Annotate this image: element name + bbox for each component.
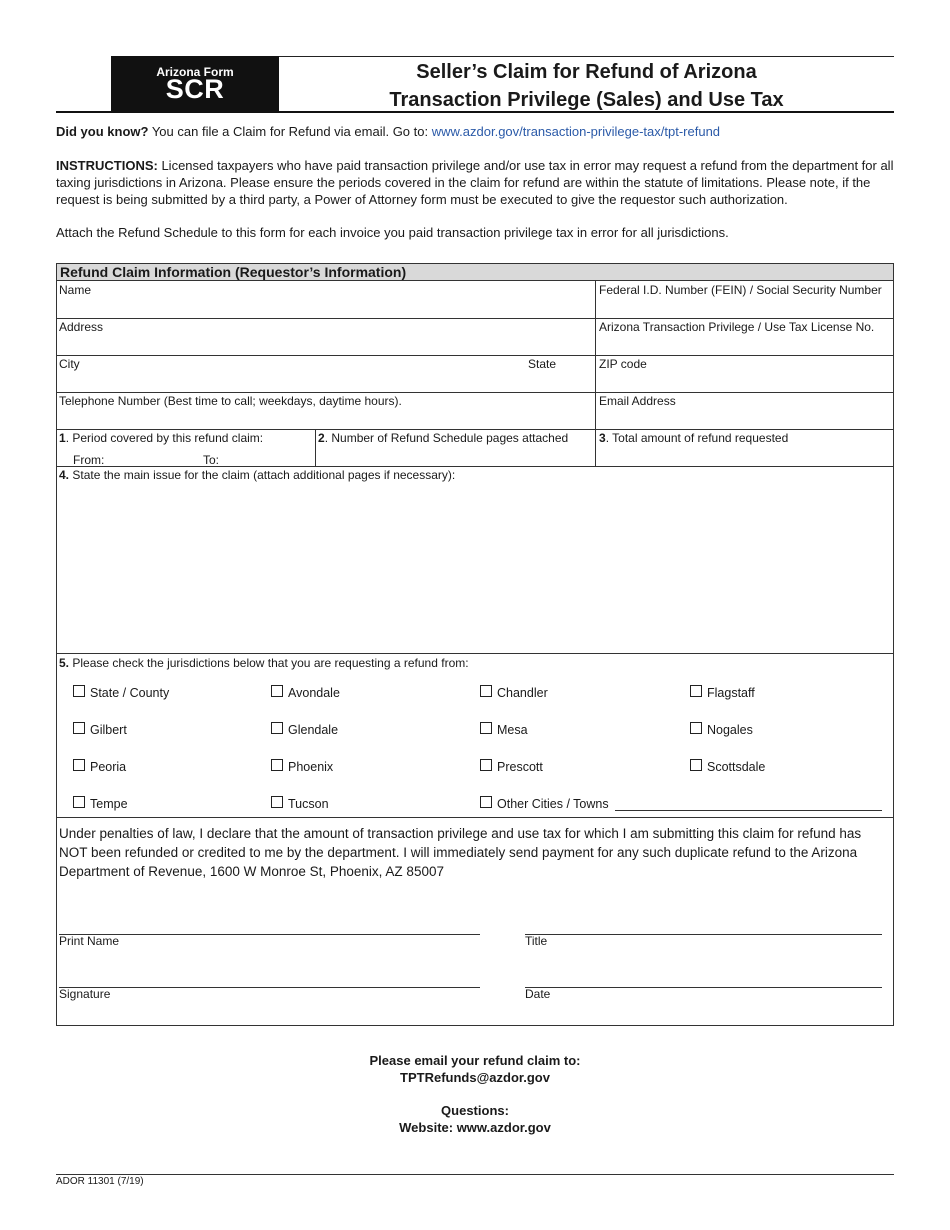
checkbox-square[interactable] (271, 796, 283, 808)
state-label: State (528, 357, 557, 371)
form-badge-code: SCR (165, 74, 225, 104)
q5-label (59, 656, 469, 670)
header-top-rule (279, 56, 894, 57)
q3-text: . Total amount of refund requested (605, 431, 789, 445)
row-divider (57, 355, 893, 356)
column-divider (315, 429, 316, 466)
q1-number: 1 (59, 431, 66, 445)
signature-label: Signature (59, 987, 111, 1001)
checkbox-square[interactable] (480, 722, 492, 734)
refund-claim-form (56, 263, 894, 1026)
refund-link[interactable]: www.azdor.gov/transaction-privilege-tax/tpt-refund (431, 124, 721, 139)
website[interactable]: Website: www.azdor.gov (399, 1120, 551, 1135)
checkbox-phoenix[interactable]: Phoenix (271, 760, 333, 774)
fein-label: Federal I.D. Number (FEIN) / Social Security Number (599, 283, 882, 297)
checkbox-square[interactable] (480, 759, 492, 771)
checkbox-prescott[interactable]: Prescott (480, 760, 543, 774)
checkbox-square[interactable] (690, 685, 702, 697)
footer-rule (56, 1174, 894, 1175)
title-line[interactable] (525, 934, 882, 935)
checkbox-glendale[interactable]: Glendale (271, 723, 338, 737)
to-label: To: (203, 453, 220, 467)
q4-label (59, 468, 455, 482)
form-badge-label: Arizona Form (156, 65, 234, 79)
q4-number: 4. (59, 468, 70, 482)
checkbox-square[interactable] (271, 685, 283, 697)
q3-number: 3 (599, 431, 606, 445)
instructions (56, 157, 896, 208)
q1-label (59, 431, 263, 445)
row-divider (57, 429, 893, 430)
row-divider (57, 817, 893, 818)
q2-text: . Number of Refund Schedule pages attached (324, 431, 569, 445)
q4-text: State the main issue for the claim (attach additional pages if necessary): (69, 468, 456, 482)
did-you-know-bold: Did you know? (56, 124, 149, 139)
checkbox-square[interactable] (73, 685, 85, 697)
checkbox-gilbert[interactable]: Gilbert (73, 723, 127, 737)
q2-number: 2 (318, 431, 325, 445)
checkbox-flagstaff[interactable]: Flagstaff (690, 686, 755, 700)
form-badge (111, 56, 279, 111)
attach-note: Attach the Refund Schedule to this form for each invoice you paid transaction privilege tax in error for all jurisdictions. (56, 225, 729, 240)
checkbox-square[interactable] (690, 759, 702, 771)
title-label: Title (525, 934, 548, 948)
city-label: City (59, 357, 80, 371)
checkbox-mesa[interactable]: Mesa (480, 723, 528, 737)
section-title: Refund Claim Information (Requestor’s Information) (57, 264, 893, 281)
email-label: Email Address (599, 394, 676, 408)
date-line[interactable] (525, 987, 882, 988)
address-label: Address (59, 320, 104, 334)
checkbox-nogales[interactable]: Nogales (690, 723, 753, 737)
did-you-know (56, 123, 896, 140)
column-divider (595, 281, 596, 466)
row-divider (57, 653, 893, 654)
form-title (279, 58, 894, 114)
checkbox-state-county[interactable]: State / County (73, 686, 169, 700)
email-address[interactable]: TPTRefunds@azdor.gov (400, 1070, 550, 1085)
from-label: From: (73, 453, 105, 467)
checkbox-chandler[interactable]: Chandler (480, 686, 548, 700)
instructions-text: Licensed taxpayers who have paid transaction privilege and/or use tax in error may request a refund from the department for all taxing jurisdictions in Arizona. Please ensure the periods covered in the claim for refund are within the statute of limitations. Please note, if the request is being submitted by a third party, a Power of Attorney form must be executed to give the requestor such authorization. (56, 158, 894, 207)
zip-label: ZIP code (599, 357, 647, 371)
checkbox-square[interactable] (480, 796, 492, 808)
checkbox-square[interactable] (73, 722, 85, 734)
form-number: ADOR 11301 (7/19) (56, 1176, 144, 1187)
checkbox-square[interactable] (73, 759, 85, 771)
checkbox-other-cities[interactable]: Other Cities / Towns (480, 797, 609, 811)
form-title-line2: Transaction Privilege (Sales) and Use Tax (389, 89, 784, 111)
row-divider (57, 466, 893, 467)
checkbox-square[interactable] (271, 722, 283, 734)
q1-text: . Period covered by this refund claim: (65, 431, 264, 445)
name-label: Name (59, 283, 92, 297)
checkbox-square[interactable] (73, 796, 85, 808)
q5-text: Please check the jurisdictions below that you are requesting a refund from: (69, 656, 469, 670)
row-divider (57, 392, 893, 393)
checkbox-tucson[interactable]: Tucson (271, 797, 329, 811)
checkbox-tempe[interactable]: Tempe (73, 797, 128, 811)
checkbox-peoria[interactable]: Peoria (73, 760, 126, 774)
q2-label (318, 431, 568, 445)
declaration-text: Under penalties of law, I declare that the amount of transaction privilege and use tax for which I am submitting this claim for refund has NOT been refunded or credited to me by the department. I will immediately send payment for any such duplicate refund to the Arizona Department of Revenue, 1600 W Monroe St, Phoenix, AZ 85007 (59, 826, 862, 879)
phone-label: Telephone Number (Best time to call; weekdays, daytime hours). (59, 394, 402, 408)
instructions-bold: INSTRUCTIONS: (56, 158, 158, 173)
checkbox-scottsdale[interactable]: Scottsdale (690, 760, 765, 774)
other-cities-input-line[interactable] (615, 810, 882, 811)
email-heading: Please email your refund claim to: (369, 1053, 581, 1068)
q5-number: 5. (59, 656, 70, 670)
license-label: Arizona Transaction Privilege / Use Tax License No. (599, 320, 875, 334)
checkbox-square[interactable] (480, 685, 492, 697)
checkbox-square[interactable] (271, 759, 283, 771)
questions-heading: Questions: (441, 1103, 509, 1118)
print-name-line[interactable] (59, 934, 480, 935)
signature-line[interactable] (59, 987, 480, 988)
print-name-label: Print Name (59, 934, 120, 948)
header-bottom-rule (56, 111, 894, 113)
date-label: Date (525, 987, 551, 1001)
did-you-know-text: You can file a Claim for Refund via email. Go to: (148, 124, 432, 139)
form-title-line1: Seller’s Claim for Refund of Arizona (416, 61, 757, 83)
checkbox-avondale[interactable]: Avondale (271, 686, 340, 700)
q3-label (599, 431, 788, 445)
row-divider (57, 318, 893, 319)
checkbox-square[interactable] (690, 722, 702, 734)
